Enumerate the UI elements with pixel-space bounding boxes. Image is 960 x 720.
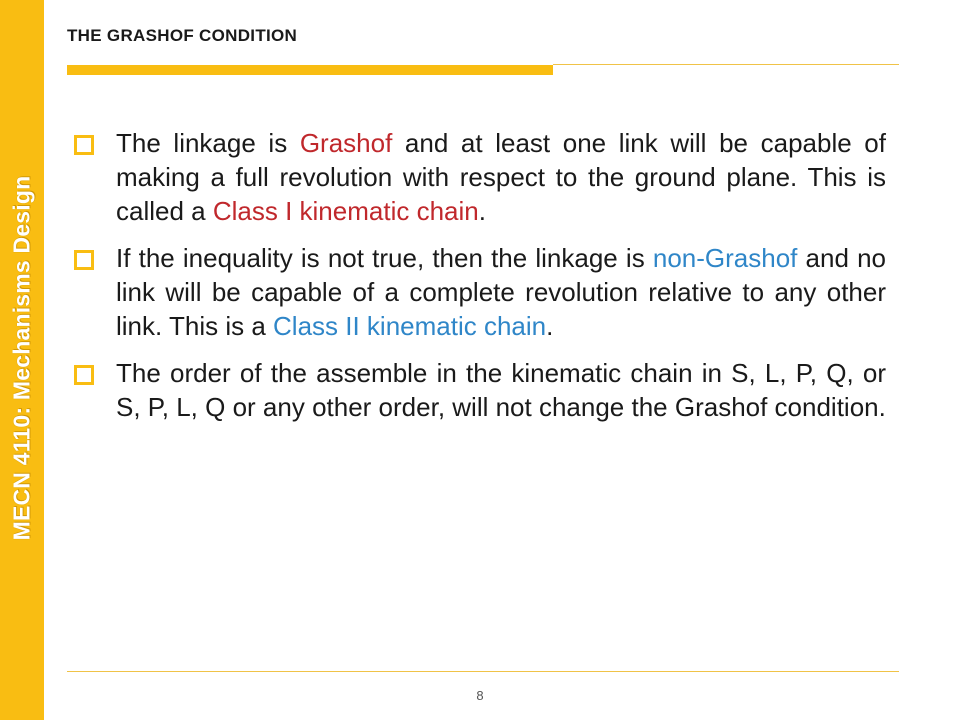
bullet-item	[74, 356, 886, 424]
title-underline-rule	[553, 64, 899, 65]
bullet-text: .	[546, 311, 554, 341]
highlight-term: Grashof	[299, 128, 393, 158]
bullet-text: If the inequality is not true, then the linkage is	[116, 243, 653, 273]
bullet-text: The order of the assemble in the kinematic chain in S, L, P, Q, or S, P, L, Q or any other order, will not change the Grashof condition.	[116, 358, 886, 422]
square-bullet-icon	[74, 365, 94, 385]
bullet-text: and no link will be capable of a complete revolution relative to any other link. This is a	[116, 243, 886, 341]
bullet-text: The linkage is	[116, 128, 300, 158]
page-number: 8	[476, 688, 484, 703]
highlight-term: Class II kinematic chain	[273, 311, 547, 341]
bullet-item	[74, 126, 886, 228]
title-underline-bar	[67, 65, 553, 75]
slide-title: THE GRASHOF CONDITION	[67, 26, 298, 45]
highlight-term: non-Grashof	[652, 243, 798, 273]
slide-content	[74, 126, 886, 437]
square-bullet-icon	[74, 250, 94, 270]
bullet-text: and at least one link will be capable of making a full revolution with respect to the ground plane. This is called a	[116, 128, 886, 226]
highlight-term: Class I kinematic chain	[212, 196, 479, 226]
bullet-item	[74, 241, 886, 343]
course-label: MECN 4110: Mechanisms Design	[8, 175, 35, 541]
square-bullet-icon	[74, 135, 94, 155]
sidebar	[0, 0, 44, 720]
footer-rule	[67, 671, 899, 672]
bullet-text: .	[478, 196, 486, 226]
